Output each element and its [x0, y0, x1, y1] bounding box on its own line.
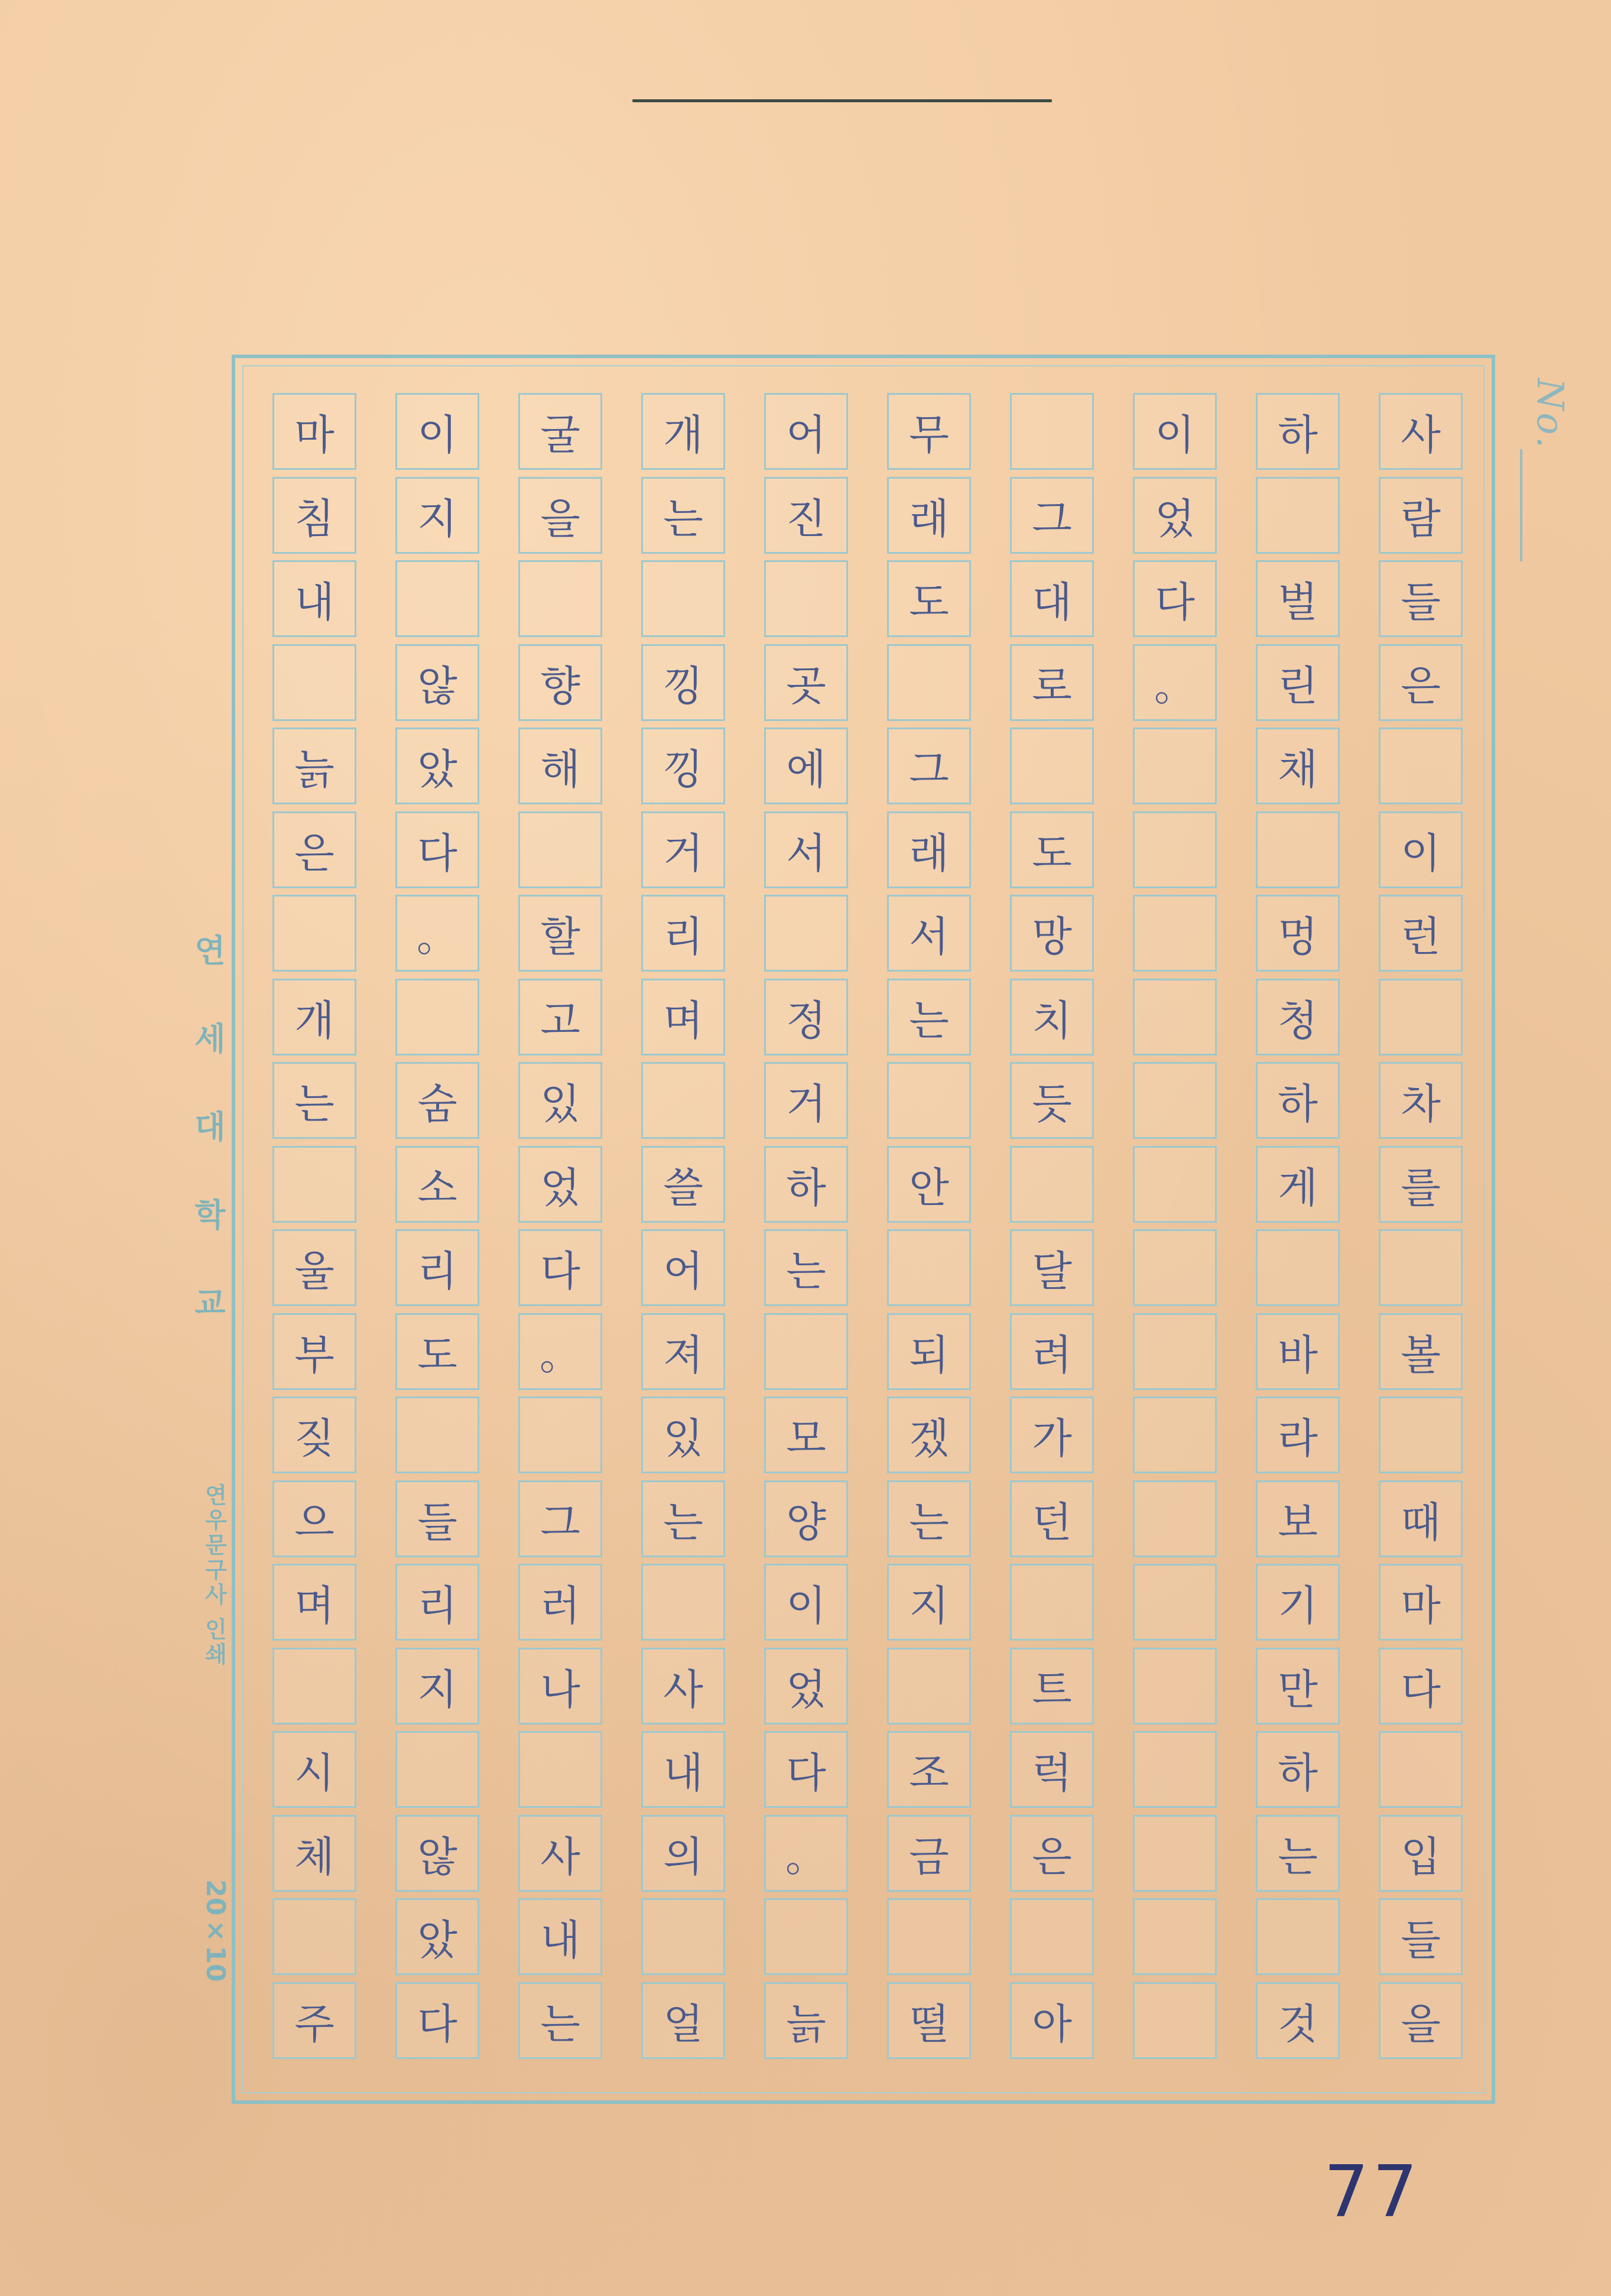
manuscript-cell [641, 560, 725, 637]
manuscript-cell: 내 [272, 560, 356, 637]
manuscript-cell [1133, 1229, 1217, 1306]
manuscript-cell: 려 [1010, 1313, 1094, 1390]
manuscript-cell: 멍 [1256, 895, 1340, 972]
manuscript-cell [887, 1229, 971, 1306]
manuscript-cell: 는 [887, 1480, 971, 1557]
manuscript-cell: 리 [641, 895, 725, 972]
manuscript-cell: 쓸 [641, 1146, 725, 1223]
manuscript-cell [764, 1313, 848, 1390]
manuscript-cell: 럭 [1010, 1731, 1094, 1808]
manuscript-cell: 향 [518, 644, 602, 721]
manuscript-cell [395, 979, 479, 1056]
manuscript-column [395, 393, 479, 2066]
manuscript-cell: 을 [1379, 1982, 1463, 2059]
manuscript-cell [518, 811, 602, 888]
manuscript-cell [272, 1146, 356, 1223]
manuscript-cell: 진 [764, 477, 848, 554]
manuscript-cell: 낑 [641, 644, 725, 721]
manuscript-cell: 보 [1256, 1480, 1340, 1557]
manuscript-cell [1379, 1229, 1463, 1306]
manuscript-cell: 정 [764, 979, 848, 1056]
manuscript-cell [1256, 1229, 1340, 1306]
manuscript-cell: 굴 [518, 393, 602, 470]
manuscript-cell [1010, 393, 1094, 470]
manuscript-column [1133, 393, 1217, 2066]
manuscript-cell: 치 [1010, 979, 1094, 1056]
manuscript-cell [1133, 979, 1217, 1056]
manuscript-cell [1133, 1564, 1217, 1641]
manuscript-cell [395, 1397, 479, 1473]
manuscript-cell [518, 1397, 602, 1473]
manuscript-cell [1379, 1397, 1463, 1473]
manuscript-cell: 망 [1010, 895, 1094, 972]
manuscript-cell: 울 [272, 1229, 356, 1306]
manuscript-cell: 래 [887, 477, 971, 554]
manuscript-cell [1256, 477, 1340, 554]
manuscript-cell: 낑 [641, 728, 725, 804]
manuscript-cell [1133, 811, 1217, 888]
manuscript-cell: 다 [1133, 560, 1217, 637]
manuscript-cell: 소 [395, 1146, 479, 1223]
manuscript-cell: 청 [1256, 979, 1340, 1056]
manuscript-cell: 해 [518, 728, 602, 804]
manuscript-cell: 사 [641, 1648, 725, 1725]
manuscript-cell [641, 1898, 725, 1975]
manuscript-cell [272, 644, 356, 721]
manuscript-cell: 는 [887, 979, 971, 1056]
manuscript-column [272, 393, 356, 2066]
manuscript-cell [1010, 1564, 1094, 1641]
manuscript-cell [641, 1564, 725, 1641]
manuscript-cell: 기 [1256, 1564, 1340, 1641]
manuscript-cell: 는 [272, 1062, 356, 1139]
manuscript-cell: 다 [1379, 1648, 1463, 1725]
manuscript-column [1010, 393, 1094, 2066]
manuscript-cell: 하 [1256, 1062, 1340, 1139]
manuscript-grid [269, 393, 1463, 2066]
manuscript-cell [1133, 1480, 1217, 1557]
manuscript-cell: 으 [272, 1480, 356, 1557]
manuscript-cell: 람 [1379, 477, 1463, 554]
manuscript-cell: 이 [764, 1564, 848, 1641]
manuscript-cell: 무 [887, 393, 971, 470]
manuscript-cell: 모 [764, 1397, 848, 1473]
manuscript-cell [1133, 1648, 1217, 1725]
manuscript-cell: 겠 [887, 1397, 971, 1473]
manuscript-cell: 사 [1379, 393, 1463, 470]
manuscript-cell: 들 [1379, 560, 1463, 637]
manuscript-cell: 았 [395, 728, 479, 804]
manuscript-cell [1133, 1062, 1217, 1139]
manuscript-cell: 는 [518, 1982, 602, 2059]
manuscript-cell: 고 [518, 979, 602, 1056]
manuscript-cell [764, 1898, 848, 1975]
manuscript-cell [764, 895, 848, 972]
manuscript-column [518, 393, 602, 2066]
manuscript-cell: 그 [518, 1480, 602, 1557]
header-rule [632, 99, 1052, 102]
manuscript-cell: 로 [1010, 644, 1094, 721]
manuscript-cell: 러 [518, 1564, 602, 1641]
manuscript-cell: 은 [1010, 1815, 1094, 1892]
manuscript-cell: 가 [1010, 1397, 1094, 1473]
manuscript-cell: 져 [641, 1313, 725, 1390]
manuscript-cell [1133, 1982, 1217, 2059]
manuscript-cell [518, 1731, 602, 1808]
manuscript-cell: 었 [1133, 477, 1217, 554]
manuscript-cell: 늙 [272, 728, 356, 804]
manuscript-cell: 던 [1010, 1480, 1094, 1557]
manuscript-cell: 이 [395, 393, 479, 470]
manuscript-cell: 늙 [764, 1982, 848, 2059]
manuscript-cell: 서 [887, 895, 971, 972]
manuscript-cell: 얼 [641, 1982, 725, 2059]
manuscript-cell: 를 [1379, 1146, 1463, 1223]
manuscript-cell: 。 [1133, 644, 1217, 721]
manuscript-cell: 이 [1133, 393, 1217, 470]
manuscript-cell: 지 [887, 1564, 971, 1641]
manuscript-cell [887, 1898, 971, 1975]
manuscript-cell: 체 [272, 1815, 356, 1892]
manuscript-cell: 었 [518, 1146, 602, 1223]
manuscript-cell [272, 895, 356, 972]
manuscript-cell: 시 [272, 1731, 356, 1808]
manuscript-cell: 는 [641, 477, 725, 554]
manuscript-cell [764, 560, 848, 637]
manuscript-cell: 마 [272, 393, 356, 470]
manuscript-cell [887, 644, 971, 721]
manuscript-cell: 도 [395, 1313, 479, 1390]
manuscript-cell [1133, 728, 1217, 804]
manuscript-cell: 숨 [395, 1062, 479, 1139]
manuscript-cell: 주 [272, 1982, 356, 2059]
no-underline [1520, 449, 1522, 561]
manuscript-cell: 아 [1010, 1982, 1094, 2059]
printer-name: 연우문구사 인쇄 [201, 1483, 227, 1668]
manuscript-column [764, 393, 848, 2066]
grid-size-label: 20×10 [200, 1879, 230, 1982]
manuscript-cell: 。 [395, 895, 479, 972]
manuscript-cell: 다 [395, 811, 479, 888]
manuscript-cell: 지 [395, 477, 479, 554]
manuscript-cell [1256, 811, 1340, 888]
manuscript-cell: 차 [1379, 1062, 1463, 1139]
manuscript-cell: 며 [641, 979, 725, 1056]
manuscript-cell: 다 [764, 1731, 848, 1808]
manuscript-cell: 었 [764, 1648, 848, 1725]
manuscript-cell: 않 [395, 1815, 479, 1892]
manuscript-cell [1379, 979, 1463, 1056]
manuscript-cell [272, 1898, 356, 1975]
manuscript-cell [1010, 1146, 1094, 1223]
manuscript-cell [1133, 1898, 1217, 1975]
manuscript-cell: 그 [887, 728, 971, 804]
manuscript-cell: 양 [764, 1480, 848, 1557]
manuscript-cell: 어 [764, 393, 848, 470]
manuscript-cell: 하 [1256, 1731, 1340, 1808]
manuscript-cell: 사 [518, 1815, 602, 1892]
manuscript-cell: 라 [1256, 1397, 1340, 1473]
manuscript-cell: 하 [1256, 393, 1340, 470]
manuscript-cell [395, 1731, 479, 1808]
manuscript-cell: 에 [764, 728, 848, 804]
manuscript-column [1256, 393, 1340, 2066]
manuscript-cell: 금 [887, 1815, 971, 1892]
manuscript-cell: 。 [764, 1815, 848, 1892]
manuscript-cell: 할 [518, 895, 602, 972]
manuscript-cell: 짖 [272, 1397, 356, 1473]
manuscript-cell [1133, 1731, 1217, 1808]
manuscript-cell: 안 [887, 1146, 971, 1223]
manuscript-cell: 있 [518, 1062, 602, 1139]
manuscript-cell [887, 1648, 971, 1725]
manuscript-cell: 은 [1379, 644, 1463, 721]
manuscript-cell: 내 [518, 1898, 602, 1975]
manuscript-column [1379, 393, 1463, 2066]
manuscript-cell: 듯 [1010, 1062, 1094, 1139]
manuscript-cell: 나 [518, 1648, 602, 1725]
manuscript-cell: 트 [1010, 1648, 1094, 1725]
manuscript-cell: 달 [1010, 1229, 1094, 1306]
manuscript-cell: 벌 [1256, 560, 1340, 637]
manuscript-cell: 이 [1379, 811, 1463, 888]
manuscript-cell: 개 [272, 979, 356, 1056]
manuscript-cell: 거 [641, 811, 725, 888]
manuscript-cell [1379, 1731, 1463, 1808]
manuscript-cell: 서 [764, 811, 848, 888]
manuscript-cell: 거 [764, 1062, 848, 1139]
manuscript-cell: 부 [272, 1313, 356, 1390]
manuscript-cell [1133, 1397, 1217, 1473]
manuscript-cell: 조 [887, 1731, 971, 1808]
manuscript-cell: 들 [395, 1480, 479, 1557]
manuscript-cell: 내 [641, 1731, 725, 1808]
manuscript-cell: 지 [395, 1648, 479, 1725]
manuscript-column [641, 393, 725, 2066]
manuscript-cell: 대 [1010, 560, 1094, 637]
manuscript-cell: 은 [272, 811, 356, 888]
manuscript-cell: 。 [518, 1313, 602, 1390]
manuscript-cell: 개 [641, 393, 725, 470]
manuscript-cell: 리 [395, 1229, 479, 1306]
manuscript-cell: 만 [1256, 1648, 1340, 1725]
manuscript-cell: 다 [518, 1229, 602, 1306]
manuscript-cell: 는 [1256, 1815, 1340, 1892]
page-number: 77 [1324, 2151, 1421, 2233]
manuscript-cell: 을 [518, 477, 602, 554]
manuscript-cell: 않 [395, 644, 479, 721]
manuscript-cell [272, 1648, 356, 1725]
manuscript-cell: 하 [764, 1146, 848, 1223]
manuscript-cell: 때 [1379, 1480, 1463, 1557]
university-name: 연세대학교 [189, 934, 226, 1374]
manuscript-cell: 어 [641, 1229, 725, 1306]
manuscript-cell: 채 [1256, 728, 1340, 804]
manuscript-cell [1133, 1313, 1217, 1390]
manuscript-cell: 도 [1010, 811, 1094, 888]
sheet-footer [160, 934, 230, 2009]
manuscript-cell: 그 [1010, 477, 1094, 554]
manuscript-cell [887, 1062, 971, 1139]
manuscript-cell: 의 [641, 1815, 725, 1892]
manuscript-cell: 마 [1379, 1564, 1463, 1641]
manuscript-cell: 며 [272, 1564, 356, 1641]
no-label: No. [1529, 378, 1572, 451]
manuscript-cell [1010, 728, 1094, 804]
manuscript-cell [1379, 728, 1463, 804]
manuscript-column [887, 393, 971, 2066]
manuscript-cell [395, 560, 479, 637]
manuscript-cell [518, 560, 602, 637]
manuscript-cell: 볼 [1379, 1313, 1463, 1390]
manuscript-cell [1133, 1146, 1217, 1223]
manuscript-cell: 입 [1379, 1815, 1463, 1892]
manuscript-cell: 리 [395, 1564, 479, 1641]
manuscript-cell: 있 [641, 1397, 725, 1473]
manuscript-cell: 래 [887, 811, 971, 888]
manuscript-cell [1256, 1898, 1340, 1975]
manuscript-cell: 되 [887, 1313, 971, 1390]
manuscript-cell [641, 1062, 725, 1139]
manuscript-cell: 런 [1379, 895, 1463, 972]
manuscript-cell: 린 [1256, 644, 1340, 721]
manuscript-cell: 바 [1256, 1313, 1340, 1390]
manuscript-cell: 들 [1379, 1898, 1463, 1975]
manuscript-cell [1010, 1898, 1094, 1975]
manuscript-cell: 것 [1256, 1982, 1340, 2059]
manuscript-cell: 곳 [764, 644, 848, 721]
manuscript-cell: 떨 [887, 1982, 971, 2059]
manuscript-cell: 침 [272, 477, 356, 554]
manuscript-cell: 는 [764, 1229, 848, 1306]
manuscript-cell [1133, 1815, 1217, 1892]
manuscript-cell [1133, 895, 1217, 972]
manuscript-cell: 았 [395, 1898, 479, 1975]
manuscript-cell: 는 [641, 1480, 725, 1557]
manuscript-cell: 도 [887, 560, 971, 637]
manuscript-cell: 게 [1256, 1146, 1340, 1223]
manuscript-cell: 다 [395, 1982, 479, 2059]
